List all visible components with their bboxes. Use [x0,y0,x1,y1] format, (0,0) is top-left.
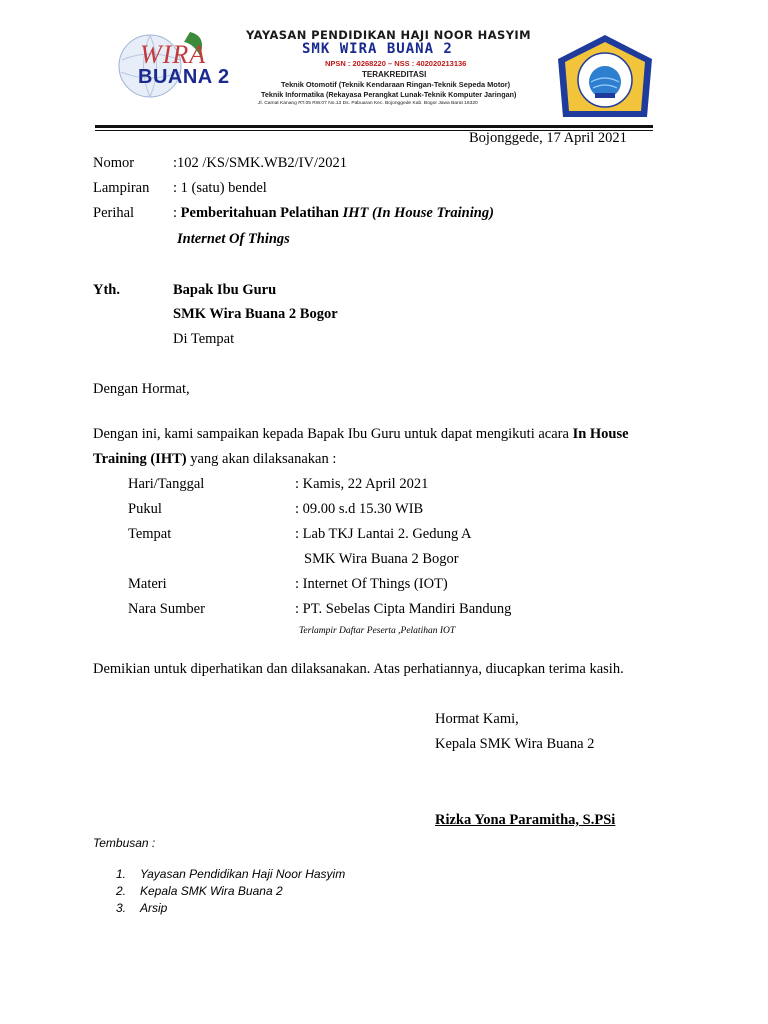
intro-text2: yang akan dilaksanakan : [186,451,337,467]
letter-date: Bojonggede, 17 April 2021 [469,130,627,146]
closing-text: Demikian untuk diperhatikan dan dilaksanakan. Atas perhatiannya, diucapkan terima kasih. [93,661,624,677]
nomor-label: Nomor [93,155,135,171]
signature-name: Rizka Yona Paramitha, S.PSi [435,812,616,828]
detail-value: : Internet Of Things (IOT) [295,576,448,592]
perihal-subject: Pemberitahuan Pelatihan [180,205,343,221]
perihal-colon: : [173,205,181,221]
perihal-line2: Internet Of Things [177,231,290,247]
cc-title: Tembusan : [93,836,156,850]
signature-line1: Hormat Kami, [435,711,519,727]
intro-line1 [93,426,629,443]
cc-item-number: 3. [116,901,127,915]
detail-value-continued: SMK Wira Buana 2 Bogor [304,551,459,567]
logo-left-line1: WIRA [140,40,207,69]
cc-item: Yayasan Pendidikan Haji Noor Hasyim [140,867,346,881]
perihal-value [173,205,494,222]
cc-item-number: 1. [116,867,127,881]
nomor-value: :102 /KS/SMK.WB2/IV/2021 [173,155,348,171]
detail-label: Nara Sumber [128,601,205,617]
recipient-line3: Di Tempat [173,331,235,347]
cc-item: Arsip [140,901,168,915]
program-informatika: Teknik Informatika (Rekayasa Perangkat Lunak-Teknik Komputer Jaringan) [261,90,517,99]
cc-item-number: 2. [116,884,127,898]
logo-left-line2: BUANA 2 [138,66,230,88]
detail-label: Hari/Tanggal [128,476,205,492]
cc-item: Kepala SMK Wira Buana 2 [140,884,283,898]
school-logo-right [555,33,655,119]
greeting: Dengan Hormat, [93,381,190,397]
detail-label: Tempat [128,526,172,542]
recipient-line2: SMK Wira Buana 2 Bogor [173,306,338,322]
signature-line2: Kepala SMK Wira Buana 2 [435,736,595,752]
intro-line2 [93,451,336,468]
recipient-line1: Bapak Ibu Guru [173,282,277,298]
accreditation-label: TERAKREDITASI [362,70,427,79]
foundation-name: YAYASAN PENDIDIKAN HAJI NOOR HASYIM [246,28,531,42]
letterhead-rule-thick [95,125,653,128]
detail-value: : 09.00 s.d 15.30 WIB [295,501,424,517]
recipient-label: Yth. [93,282,120,298]
school-address: Jl. Camat Kanang RT.05 RW.07 No.13 Ds. Pabuaran Kec. Bojonggede Kab. Bogor Jawa Barat 16320 [258,101,478,106]
program-otomotif: Teknik Otomotif (Teknik Kendaraan Ringan-Teknik Sepeda Motor) [281,80,511,89]
detail-label: Pukul [128,501,162,517]
intro-bold1: In House [572,426,629,442]
lampiran-label: Lampiran [93,180,150,196]
lampiran-value: : 1 (satu) bendel [173,180,267,196]
detail-value: : Lab TKJ Lantai 2. Gedung A [295,526,472,542]
intro-text1: Dengan ini, kami sampaikan kepada Bapak Ibu Guru untuk dapat mengikuti acara [93,426,573,442]
detail-value: : PT. Sebelas Cipta Mandiri Bandung [295,601,512,617]
emblem-icon [555,33,655,119]
npsn-nss: NPSN : 20268220 – NSS : 402020213136 [325,59,467,68]
detail-value: : Kamis, 22 April 2021 [295,476,429,492]
detail-label: Materi [128,576,167,592]
intro-bold2: Training (IHT) [93,451,187,467]
perihal-label: Perihal [93,205,135,221]
school-name: SMK WIRA BUANA 2 [302,41,453,57]
attachment-note: Terlampir Daftar Peserta ,Pelatihan IOT [299,626,456,636]
perihal-subject-italic: IHT (In House Training) [342,205,494,221]
